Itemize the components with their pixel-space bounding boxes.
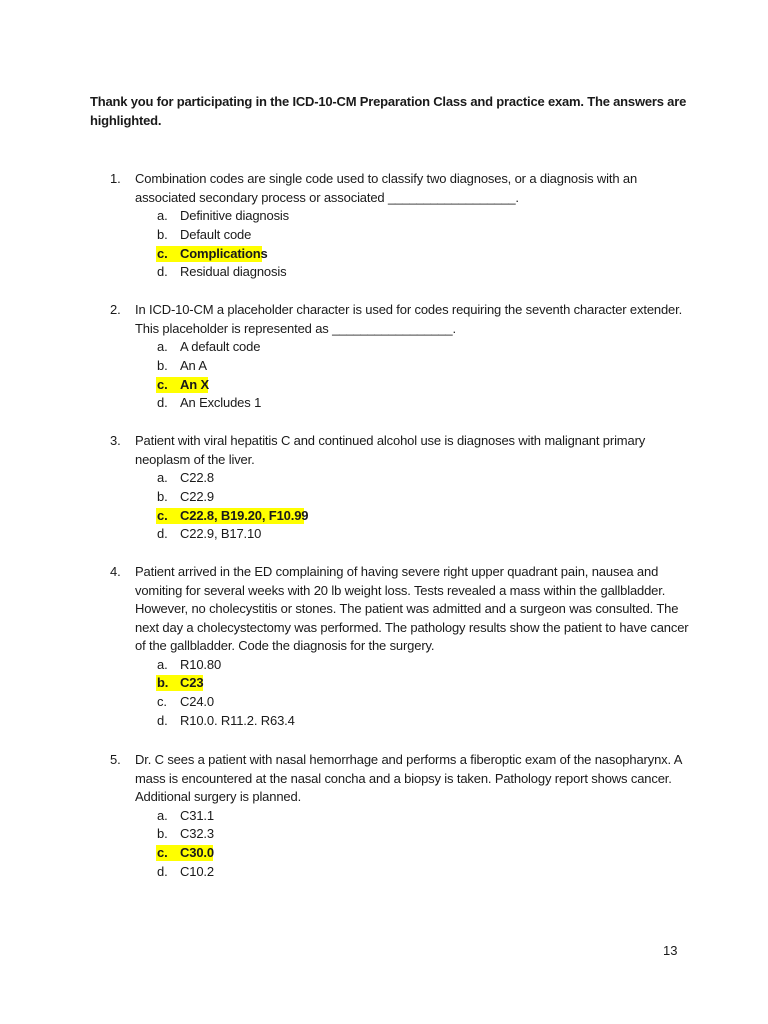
- option-letter: b.: [157, 826, 168, 842]
- question-text: Patient arrived in the ED complaining of having severe right upper quadrant pain, nausea and vomiting for several weeks with 20 lb weight loss. Tests revealed a mass within the gallbladder. However, no cholecystitis or stones. The patient was admitted and a surgeon was consulted. The next day a cholecystectomy was performed. The pathology results show the patient to have cancer of the gallbladder. Code the diagnosis for the surgery.: [135, 564, 689, 653]
- option-text: An X: [180, 376, 210, 392]
- option-text: C22.9, B17.10: [180, 526, 262, 542]
- option-text: An A: [180, 357, 207, 373]
- question-text: Combination codes are single code used to classify two diagnoses, or a diagnosis with an associated secondary process or associated __________________.: [135, 171, 638, 205]
- option-letter: b.: [157, 675, 169, 691]
- question-3: [110, 432, 695, 544]
- option-c-correct: [157, 844, 695, 863]
- option-c-correct: [157, 245, 695, 264]
- option-text: C23: [180, 675, 204, 691]
- option-c: [157, 693, 695, 712]
- option-text: C10.2: [180, 863, 214, 879]
- option-letter: d.: [157, 863, 168, 879]
- answer-options: [110, 807, 695, 882]
- option-text: An Excludes 1: [180, 395, 262, 411]
- option-letter: c.: [157, 845, 168, 861]
- option-text: R10.80: [180, 656, 222, 672]
- option-letter: b.: [157, 226, 168, 242]
- option-letter: a.: [157, 807, 168, 823]
- option-d: [157, 394, 695, 413]
- option-text: Residual diagnosis: [180, 264, 287, 280]
- option-d: [157, 712, 695, 731]
- question-5: [110, 751, 695, 882]
- option-letter: c.: [157, 245, 168, 261]
- option-letter: a.: [157, 470, 168, 485]
- question-text: In ICD-10-CM a placeholder character is used for codes requiring the seventh character extender. This placeholder is represented as _________________.: [135, 302, 683, 336]
- option-text: R10.0. R11.2. R63.4: [180, 712, 295, 728]
- option-letter: c.: [157, 376, 168, 392]
- option-text: C32.3: [180, 826, 214, 842]
- option-d: [157, 863, 695, 882]
- option-letter: d.: [157, 395, 168, 411]
- answer-options: [110, 207, 695, 282]
- question-number: 5.: [110, 752, 121, 767]
- question-text: Patient with viral hepatitis C and continued alcohol use is diagnoses with malignant primary neoplasm of the liver.: [135, 433, 646, 467]
- option-b: [157, 825, 695, 844]
- option-letter: b.: [157, 357, 168, 373]
- option-text: Complications: [180, 245, 268, 261]
- question-text: Dr. C sees a patient with nasal hemorrhage and performs a fiberoptic exam of the nasopharynx. A mass is encountered at the nasal concha and a biopsy is taken. Pathology report shows cancer. Additional surgery is planned.: [135, 752, 682, 804]
- answer-options: [110, 338, 695, 413]
- option-b: [157, 488, 695, 507]
- option-d: [157, 525, 695, 544]
- option-c-correct: [157, 507, 695, 526]
- option-a: [157, 807, 695, 826]
- option-letter: a.: [157, 208, 168, 223]
- option-letter: c.: [157, 507, 168, 523]
- question-2: [110, 301, 695, 413]
- option-c-correct: [157, 376, 695, 395]
- option-text: A default code: [180, 339, 261, 354]
- question-number: 2.: [110, 302, 121, 317]
- option-b-correct: [157, 674, 695, 693]
- option-b: [157, 226, 695, 245]
- option-d: [157, 263, 695, 282]
- option-text: C24.0: [180, 694, 214, 710]
- option-letter: a.: [157, 339, 168, 354]
- question-number: 4.: [110, 564, 121, 579]
- option-text: Definitive diagnosis: [180, 208, 290, 223]
- option-text: C22.8, B19.20, F10.99: [180, 507, 309, 523]
- option-b: [157, 357, 695, 376]
- option-text: C22.8: [180, 470, 214, 485]
- option-letter: d.: [157, 264, 168, 280]
- option-letter: b.: [157, 488, 168, 504]
- option-letter: d.: [157, 526, 168, 542]
- option-a: [157, 656, 695, 675]
- option-a: [157, 207, 695, 226]
- option-text: C22.9: [180, 488, 214, 504]
- option-a: [157, 469, 695, 488]
- option-text: C30.0: [180, 845, 214, 861]
- answer-options: [110, 469, 695, 544]
- option-letter: d.: [157, 712, 168, 728]
- option-text: Default code: [180, 226, 252, 242]
- page-number: 13: [663, 943, 678, 958]
- option-letter: c.: [157, 694, 167, 710]
- option-a: [157, 338, 695, 357]
- option-letter: a.: [157, 656, 168, 672]
- intro-paragraph: Thank you for participating in the ICD-10-CM Preparation Class and practice exam. The answers are highlighted.: [90, 94, 687, 128]
- question-number: 3.: [110, 433, 121, 448]
- option-text: C31.1: [180, 807, 214, 823]
- question-number: 1.: [110, 171, 121, 186]
- question-1: [110, 170, 695, 282]
- answer-options: [110, 656, 695, 731]
- question-4: [110, 563, 695, 731]
